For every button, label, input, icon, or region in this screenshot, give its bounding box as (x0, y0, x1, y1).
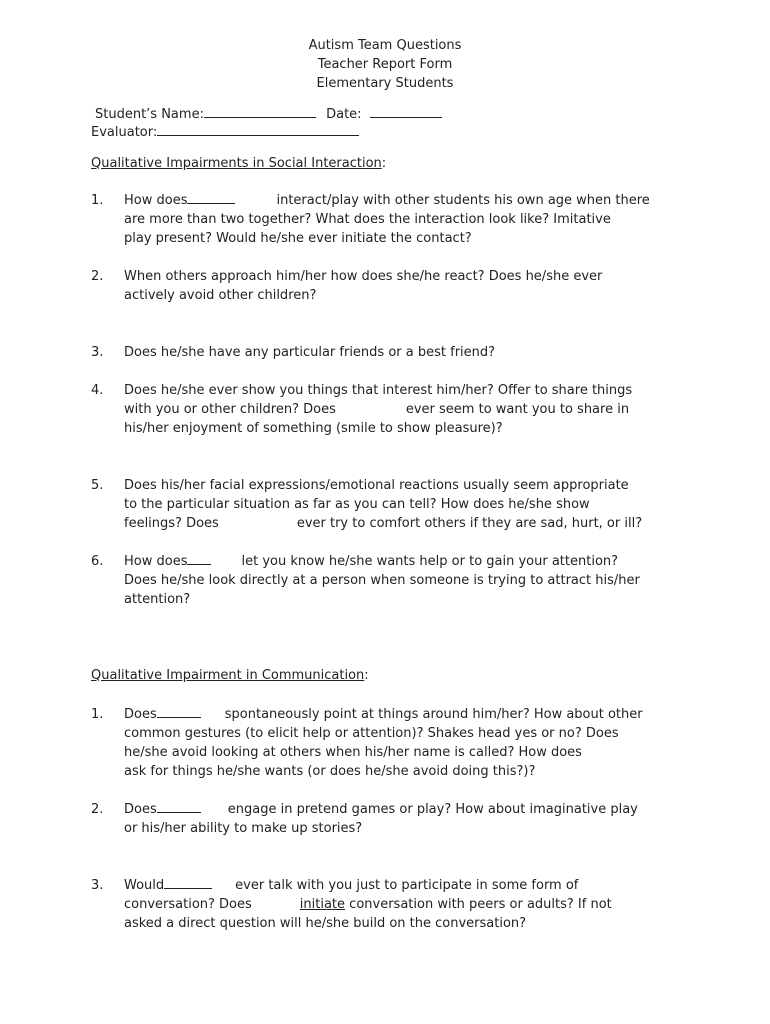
social-section-heading (91, 154, 386, 173)
social-heading-colon: : (381, 156, 387, 171)
comm-q1-line4: ask for things he/she wants (or does he/she avoid doing this?)? (124, 764, 536, 779)
social-q2 (124, 267, 704, 305)
student-name-row (95, 105, 442, 124)
evaluator-row (91, 123, 359, 142)
student-name-label: Student’s Name: (95, 107, 204, 122)
social-q6-number: 6. (91, 554, 104, 569)
comm-q3-blank[interactable] (164, 876, 212, 889)
social-q6-line2: Does he/she look directly at a person when someone is trying to attract his/her (124, 573, 640, 588)
social-q5 (124, 476, 704, 533)
social-q5-line2: to the particular situation as far as you can tell? How does he/she show (124, 497, 590, 512)
comm-q1-line3: he/she avoid looking at others when his/her name is called? How does (124, 745, 582, 760)
social-q1-blank[interactable] (187, 191, 235, 204)
social-q4-line1: Does he/she ever show you things that interest him/her? Offer to share things (124, 383, 633, 398)
comm-q1-text-start: Does (124, 707, 157, 722)
communication-heading-colon: : (364, 668, 369, 683)
comm-q2-number: 2. (91, 802, 104, 817)
social-q4-line2-start: with you or other children? Does (124, 402, 336, 417)
comm-q3-text-end: ever talk with you just to participate in some form of (235, 878, 579, 893)
student-name-blank[interactable] (204, 105, 316, 118)
form-audience: Elementary Students (316, 76, 454, 91)
comm-q3-text-start: Would (124, 878, 165, 893)
social-q1-text-start: How does (124, 193, 188, 208)
comm-q3-line2-end: conversation with peers or adults? If not (349, 897, 612, 912)
evaluator-blank[interactable] (157, 123, 359, 136)
comm-q2-text-start: Does (124, 802, 157, 817)
comm-q3-line2-start: conversation? Does (124, 897, 252, 912)
social-q3-number: 3. (91, 345, 104, 360)
social-q6 (124, 552, 704, 609)
social-q5-line3-start: feelings? Does (124, 516, 219, 531)
comm-q2 (124, 800, 704, 838)
communication-section-heading (91, 666, 369, 685)
social-q6-text-start: How does (124, 554, 188, 569)
social-q3-line1: Does he/she have any particular friends or a best friend? (124, 345, 496, 360)
social-heading-text: Qualitative Impairments in Social Interaction (91, 156, 382, 171)
social-q1-number: 1. (91, 193, 104, 208)
social-q6-blank[interactable] (187, 552, 211, 565)
social-q4-line3: his/her enjoyment of something (smile to show pleasure)? (124, 421, 503, 436)
comm-q3-line3: asked a direct question will he/she build on the conversation? (124, 916, 527, 931)
comm-q1-number: 1. (91, 707, 104, 722)
evaluator-label: Evaluator: (91, 125, 158, 140)
social-q3 (124, 343, 704, 362)
social-q1-line2: are more than two together? What does the interaction look like? Imitative (124, 212, 611, 227)
social-q2-number: 2. (91, 269, 104, 284)
social-q4-line2-end: ever seem to want you to share in (405, 402, 630, 417)
form-subtitle: Teacher Report Form (317, 57, 453, 72)
comm-q2-text-end: engage in pretend games or play? How about imaginative play (227, 802, 638, 817)
form-title: Autism Team Questions (308, 38, 462, 53)
date-label: Date: (326, 107, 362, 122)
social-q6-line3: attention? (124, 592, 191, 607)
social-q5-number: 5. (91, 478, 104, 493)
social-q2-line2: actively avoid other children? (124, 288, 317, 303)
comm-q3-initiate: initiate (299, 897, 346, 912)
comm-q3 (124, 876, 704, 933)
social-q5-line3-end: ever try to comfort others if they are sad, hurt, or ill? (296, 516, 643, 531)
social-q4-number: 4. (91, 383, 104, 398)
comm-q1-text-end: spontaneously point at things around him/her? How about other (224, 707, 643, 722)
comm-q1-blank[interactable] (157, 705, 201, 718)
social-q1-text-end: interact/play with other students his own age when there (276, 193, 650, 208)
comm-q1 (124, 705, 704, 781)
social-q6-text-end: let you know he/she wants help or to gain your attention? (241, 554, 619, 569)
social-q1 (124, 191, 704, 248)
social-q2-line1: When others approach him/her how does she/he react? Does he/she ever (124, 269, 603, 284)
comm-q2-line2: or his/her ability to make up stories? (124, 821, 363, 836)
communication-heading-text: Qualitative Impairment in Communication (91, 668, 365, 683)
comm-q2-blank[interactable] (157, 800, 201, 813)
social-q1-line3: play present? Would he/she ever initiate the contact? (124, 231, 472, 246)
comm-q3-number: 3. (91, 878, 104, 893)
social-q5-line1: Does his/her facial expressions/emotional reactions usually seem appropriate (124, 478, 629, 493)
comm-q1-line2: common gestures (to elicit help or attention)? Shakes head yes or no? Does (124, 726, 619, 741)
social-q4 (124, 381, 704, 438)
date-blank[interactable] (370, 105, 442, 118)
